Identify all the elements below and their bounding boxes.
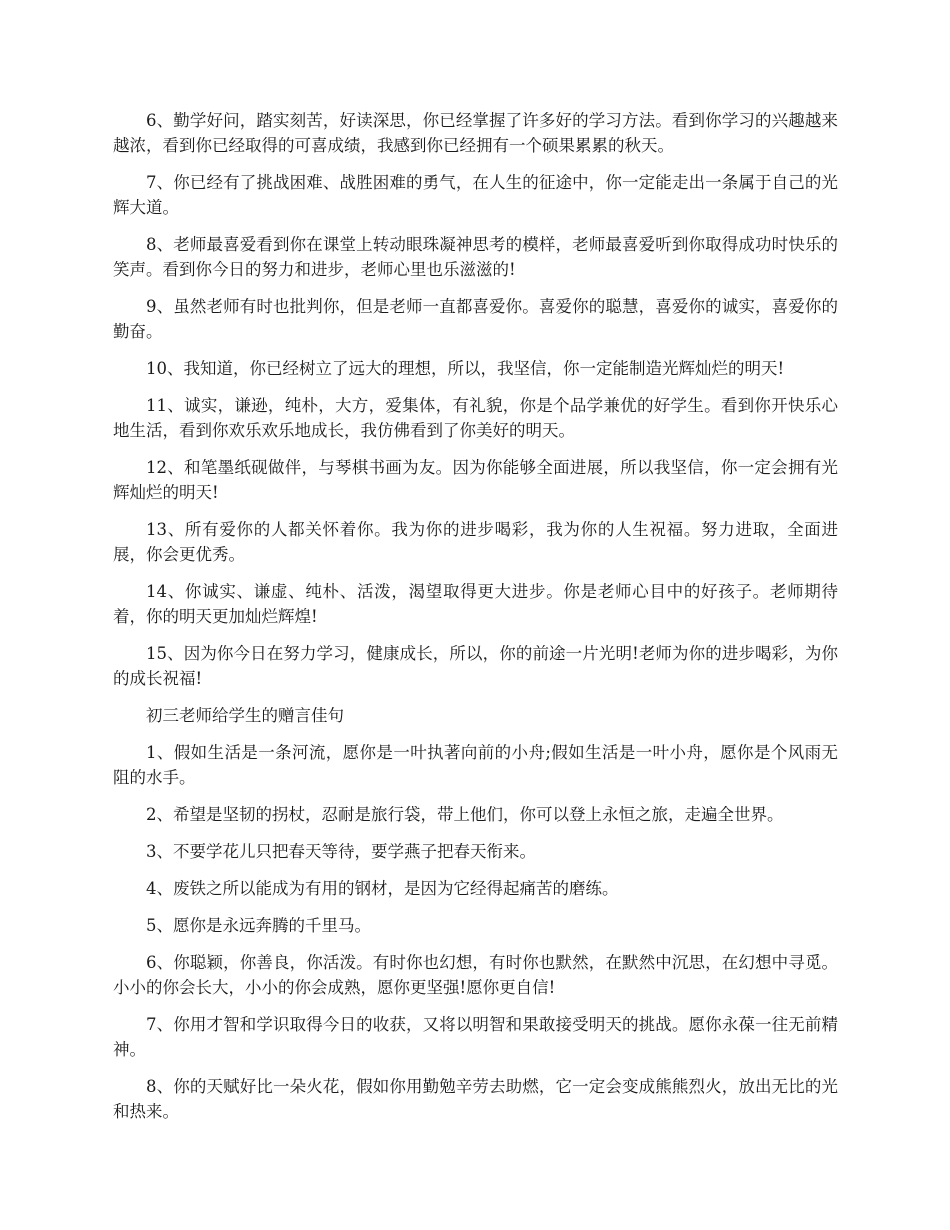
paragraph-a-7: 7、你已经有了挑战困难、战胜困难的勇气，在人生的征途中，你一定能走出一条属于自己的光辉大道。 — [113, 173, 838, 217]
paragraph-b-4: 4、废铁之所以能成为有用的钢材，是因为它经得起痛苦的磨练。 — [146, 879, 619, 898]
paragraph-a-9: 9、虽然老师有时也批判你，但是老师一直都喜爱你。喜爱你的聪慧，喜爱你的诚实，喜爱你的勤奋。 — [113, 297, 838, 341]
paragraph-a-10: 10、我知道，你已经树立了远大的理想，所以，我坚信，你一定能制造光辉灿烂的明天! — [146, 359, 785, 378]
paragraph-b-7: 7、你用才智和学识取得今日的收获，又将以明智和果敢接受明天的挑战。愿你永葆一往无前精神。 — [113, 1015, 838, 1059]
paragraph-a-15: 15、因为你今日在努力学习，健康成长，所以，你的前途一片光明!老师为你的进步喝彩，为你的成长祝福! — [113, 644, 838, 688]
paragraph-b-3: 3、不要学花儿只把春天等待，要学燕子把春天衔来。 — [146, 842, 536, 861]
paragraph-a-8: 8、老师最喜爱看到你在课堂上转动眼珠凝神思考的模样，老师最喜爱听到你取得成功时快乐的笑声。看到你今日的努力和进步，老师心里也乐滋滋的! — [113, 235, 838, 279]
paragraph-a-11: 11、诚实，谦逊，纯朴，大方，爱集体，有礼貌，你是个品学兼优的好学生。看到你开快乐心地生活，看到你欢乐欢乐地成长，我仿佛看到了你美好的明天。 — [113, 396, 838, 440]
paragraph-b-8: 8、你的天赋好比一朵火花，假如你用勤勉辛劳去助燃，它一定会变成熊熊烈火，放出无比的光和热来。 — [113, 1077, 838, 1121]
paragraph-b-1: 1、假如生活是一条河流，愿你是一叶执著向前的小舟;假如生活是一叶小舟，愿你是个风雨无阻的水手。 — [113, 743, 838, 787]
paragraph-b-6: 6、你聪颖，你善良，你活泼。有时你也幻想，有时你也默然，在默然中沉思，在幻想中寻觅。小小的你会长大，小小的你会成熟，愿你更坚强!愿你更自信! — [113, 953, 838, 997]
section-heading: 初三老师给学生的赠言佳句 — [146, 706, 344, 725]
paragraph-b-5: 5、愿你是永远奔腾的千里马。 — [146, 916, 371, 935]
paragraph-a-12: 12、和笔墨纸砚做伴，与琴棋书画为友。因为你能够全面进展，所以我坚信，你一定会拥有光辉灿烂的明天! — [113, 458, 838, 502]
paragraph-a-14: 14、你诚实、谦虚、纯朴、活泼，渴望取得更大进步。你是老师心目中的好孩子。老师期待着，你的明天更加灿烂辉煌! — [113, 582, 838, 626]
document-body — [113, 108, 838, 1136]
paragraph-a-6: 6、勤学好问，踏实刻苦，好读深思，你已经掌握了许多好的学习方法。看到你学习的兴趣越来越浓，看到你已经取得的可喜成绩，我感到你已经拥有一个硕果累累的秋天。 — [113, 111, 838, 155]
paragraph-a-13: 13、所有爱你的人都关怀着你。我为你的进步喝彩，我为你的人生祝福。努力进取，全面进展，你会更优秀。 — [113, 520, 838, 564]
paragraph-b-2: 2、希望是坚韧的拐杖，忍耐是旅行袋，带上他们，你可以登上永恒之旅，走遍全世界。 — [146, 805, 784, 824]
